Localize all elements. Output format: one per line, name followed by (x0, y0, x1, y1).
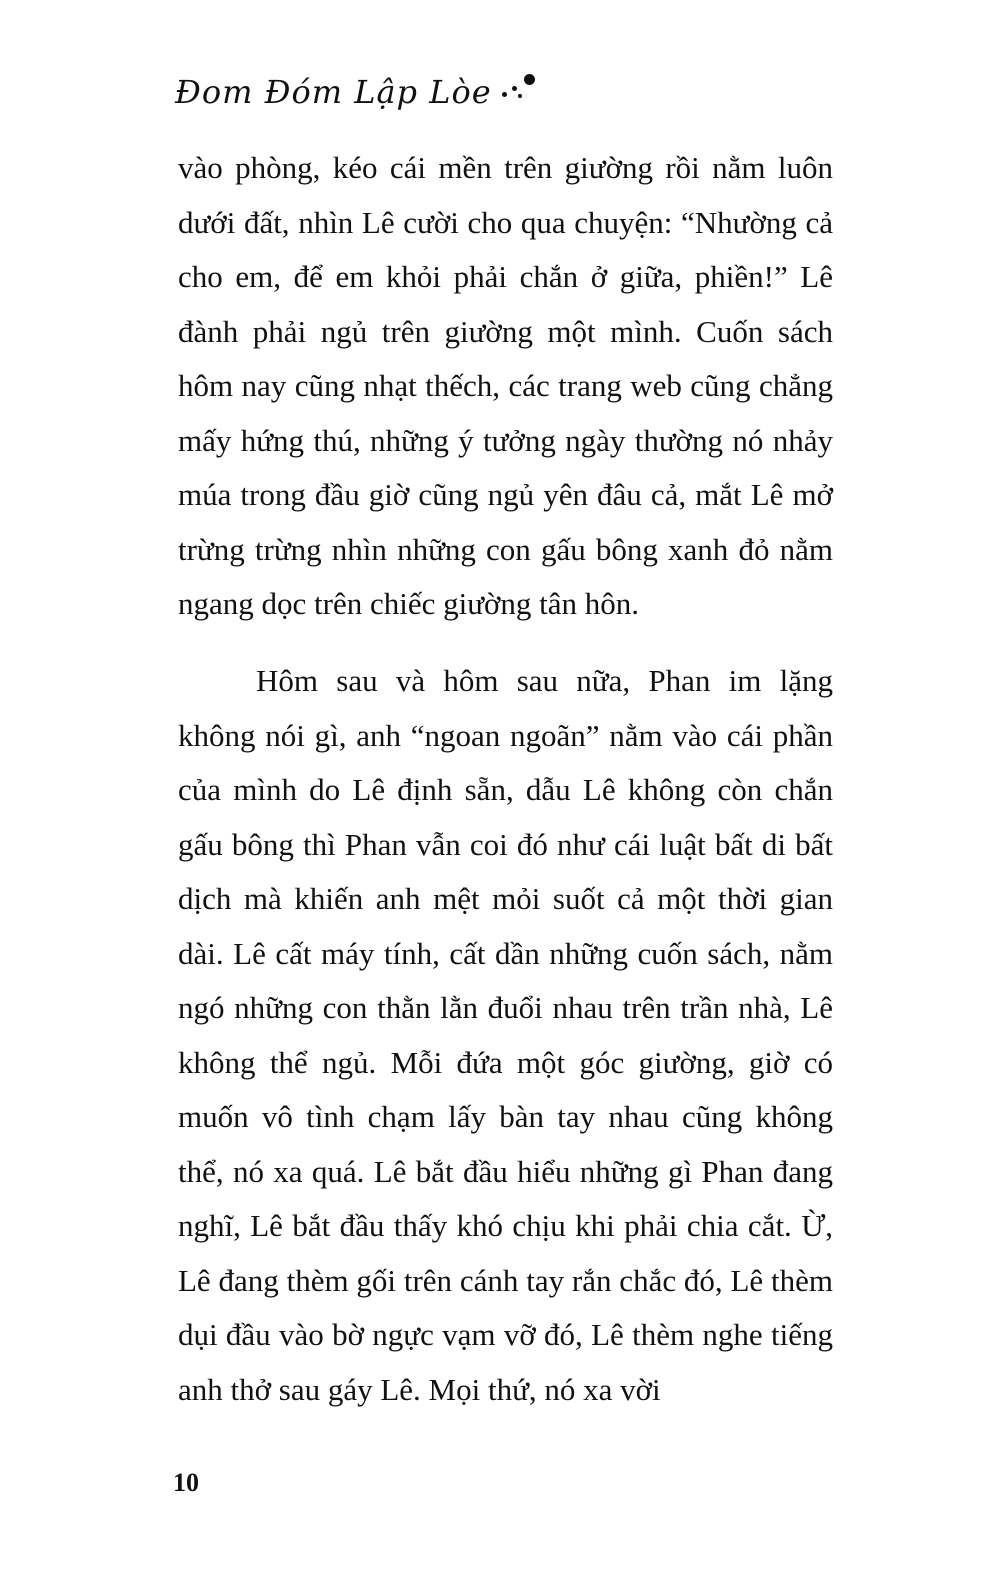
page-number: 10 (173, 1468, 199, 1497)
body-paragraph-2: Hôm sau và hôm sau nữa, Phan im lặng không nói gì, anh “ngoan ngoãn” nằm vào cái phần của mình do Lê định sẵn, dẫu Lê không còn chắn gấu bông thì Phan vẫn coi đó như cái luật bất di bất dịch mà khiến anh mệt mỏi suốt cả một thời gian dài. Lê cất máy tính, cất dần những cuốn sách, nằm ngó những con thằn lằn đuổi nhau trên trần nhà, Lê không thể ngủ. Mỗi đứa một góc giường, giờ có muốn vô tình chạm lấy bàn tay nhau cũng không thể, nó xa quá. Lê bắt đầu hiểu những gì Phan đang nghĩ, Lê bắt đầu thấy khó chịu khi phải chia cắt. Ừ, Lê đang thèm gối trên cánh tay rắn chắc đó, Lê thèm dụi đầu vào bờ ngực vạm vỡ đó, Lê thèm nghe tiếng anh thở sau gáy Lê. Mọi thứ, nó xa vời (178, 663, 833, 1407)
dots-ornament-icon (496, 68, 536, 108)
running-header (175, 58, 536, 111)
body-paragraph-1: vào phòng, kéo cái mền trên giường rồi nằm luôn dưới đất, nhìn Lê cười cho qua chuyện: “Nhường cả cho em, để em khỏi phải chắn ở giữa, phiền!” Lê đành phải ngủ trên giường một mình. Cuốn sách hôm nay cũng nhạt thếch, các trang web cũng chẳng mấy hứng thú, những ý tưởng ngày thường nó nhảy múa trong đầu giờ cũng ngủ yên đâu cả, mắt Lê mở trừng trừng nhìn những con gấu bông xanh đỏ nằm ngang dọc trên chiếc giường tân hôn. (178, 150, 833, 621)
running-title: Đom Đóm Lập Lòe (175, 73, 492, 111)
